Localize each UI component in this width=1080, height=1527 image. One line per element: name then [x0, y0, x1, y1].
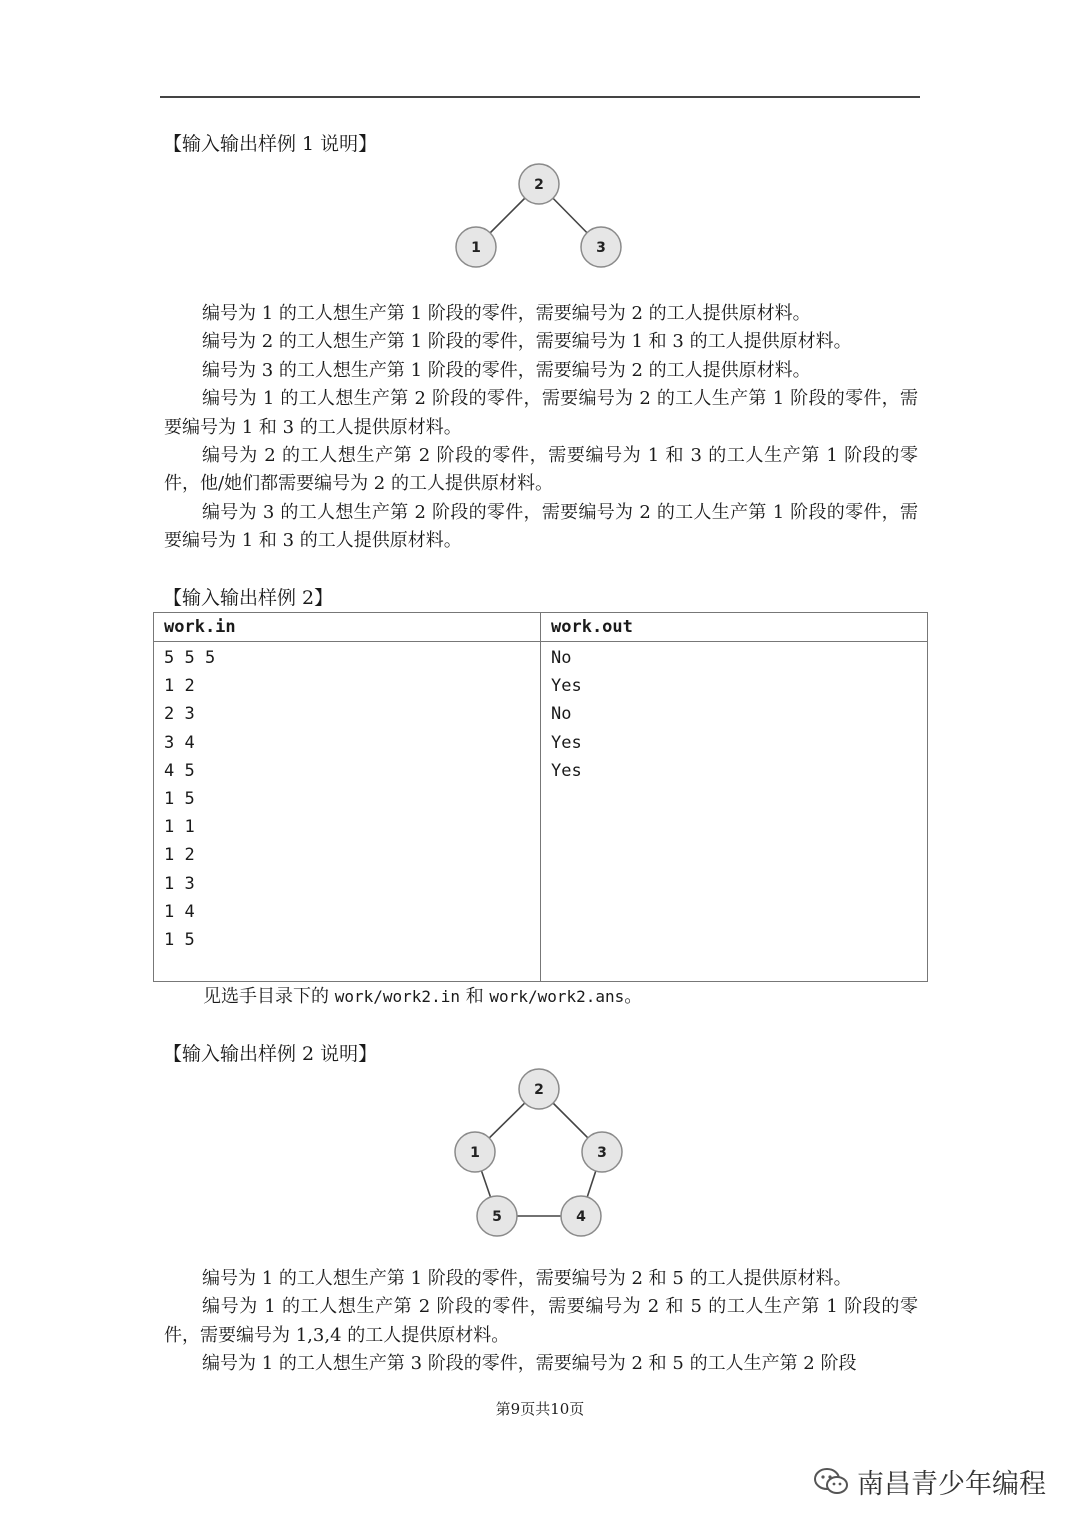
sample-io-table [153, 612, 928, 982]
output-line: Yes [551, 732, 582, 753]
section1-explanation [164, 300, 918, 556]
note-middle: 和 [459, 986, 490, 1007]
input-line: 5 5 5 [164, 648, 216, 668]
input-cell [154, 642, 541, 982]
input-line: 3 4 [164, 732, 195, 753]
paragraph: 编号为 1 的工人想生产第 3 阶段的零件，需要编号为 2 和 5 的工人生产第 2 阶段 [202, 1353, 857, 1375]
section1-heading: 【输入输出样例 1 说明】 [163, 133, 378, 155]
output-line: No [551, 648, 572, 668]
paragraph: 编号为 1 的工人想生产第 2 阶段的零件，需要编号为 2 的工人生产第 1 阶段的零件，需要编号为 1 和 3 的工人提供原材料。 [164, 388, 918, 438]
svg-text:3: 3 [597, 1145, 607, 1161]
svg-text:2: 2 [534, 177, 544, 193]
svg-text:4: 4 [576, 1209, 586, 1225]
paragraph: 编号为 3 的工人想生产第 1 阶段的零件，需要编号为 2 的工人提供原材料。 [202, 359, 811, 381]
input-line: 1 5 [164, 929, 195, 950]
input-line: 1 4 [164, 901, 195, 922]
node-1 [455, 1132, 495, 1172]
paragraph: 编号为 1 的工人想生产第 1 阶段的零件，需要编号为 2 和 5 的工人提供原材料。 [202, 1268, 852, 1289]
svg-text:1: 1 [470, 1145, 480, 1161]
output-cell [541, 642, 928, 982]
input-line: 1 2 [164, 845, 195, 866]
input-line: 4 5 [164, 760, 195, 781]
node-3 [581, 227, 621, 267]
section3-heading: 【输入输出样例 2 说明】 [163, 1043, 378, 1065]
paragraph: 编号为 3 的工人想生产第 2 阶段的零件，需要编号为 2 的工人生产第 1 阶段的零件，需要编号为 1 和 3 的工人提供原材料。 [164, 501, 918, 552]
file-work2-in: work/work2.in [334, 987, 460, 1006]
page-number: 第9页共10页 [495, 1400, 585, 1418]
input-line: 1 5 [164, 788, 195, 809]
input-line: 1 3 [164, 873, 195, 894]
paragraph: 编号为 2 的工人想生产第 2 阶段的零件，需要编号为 1 和 3 的工人生产第 1 阶段的零件，他/她们都需要编号为 2 的工人提供原材料。 [164, 445, 918, 495]
paragraph: 编号为 1 的工人想生产第 2 阶段的零件，需要编号为 2 和 5 的工人生产第 1 阶段的零件，需要编号为 1,3,4 的工人提供原材料。 [164, 1296, 918, 1346]
header-rule [160, 96, 920, 98]
node-2 [519, 1069, 559, 1109]
output-line: Yes [551, 676, 582, 697]
input-line: 1 1 [164, 817, 195, 838]
output-line: Yes [551, 760, 582, 781]
cycle-diagram-2 [440, 1060, 640, 1245]
watermark [813, 1462, 1046, 1501]
wechat-icon [813, 1467, 849, 1497]
node-5 [477, 1196, 517, 1236]
note-prefix: 见选手目录下的 [203, 986, 335, 1007]
watermark-text: 南昌青少年编程 [857, 1469, 1046, 1500]
tree-diagram-1 [440, 150, 640, 280]
node-3 [582, 1132, 622, 1172]
svg-text:1: 1 [471, 240, 481, 256]
header-work-in: work.in [154, 613, 541, 642]
section2-heading: 【输入输出样例 2】 [163, 587, 334, 609]
input-line: 1 2 [164, 676, 195, 697]
node-4 [561, 1196, 601, 1236]
header-work-out: work.out [541, 613, 928, 642]
paragraph: 编号为 1 的工人想生产第 1 阶段的零件，需要编号为 2 的工人提供原材料。 [202, 303, 811, 324]
note-suffix: 。 [624, 986, 643, 1007]
sample-files-note [203, 984, 642, 1010]
input-line: 2 3 [164, 704, 195, 725]
node-2 [519, 164, 559, 204]
file-work2-ans: work/work2.ans [489, 987, 625, 1006]
node-1 [456, 227, 496, 267]
svg-text:5: 5 [492, 1209, 502, 1225]
svg-text:3: 3 [596, 240, 606, 256]
svg-text:2: 2 [534, 1082, 544, 1098]
section3-explanation [164, 1265, 918, 1379]
paragraph: 编号为 2 的工人想生产第 1 阶段的零件，需要编号为 1 和 3 的工人提供原材料。 [202, 331, 852, 353]
output-line: No [551, 704, 572, 725]
